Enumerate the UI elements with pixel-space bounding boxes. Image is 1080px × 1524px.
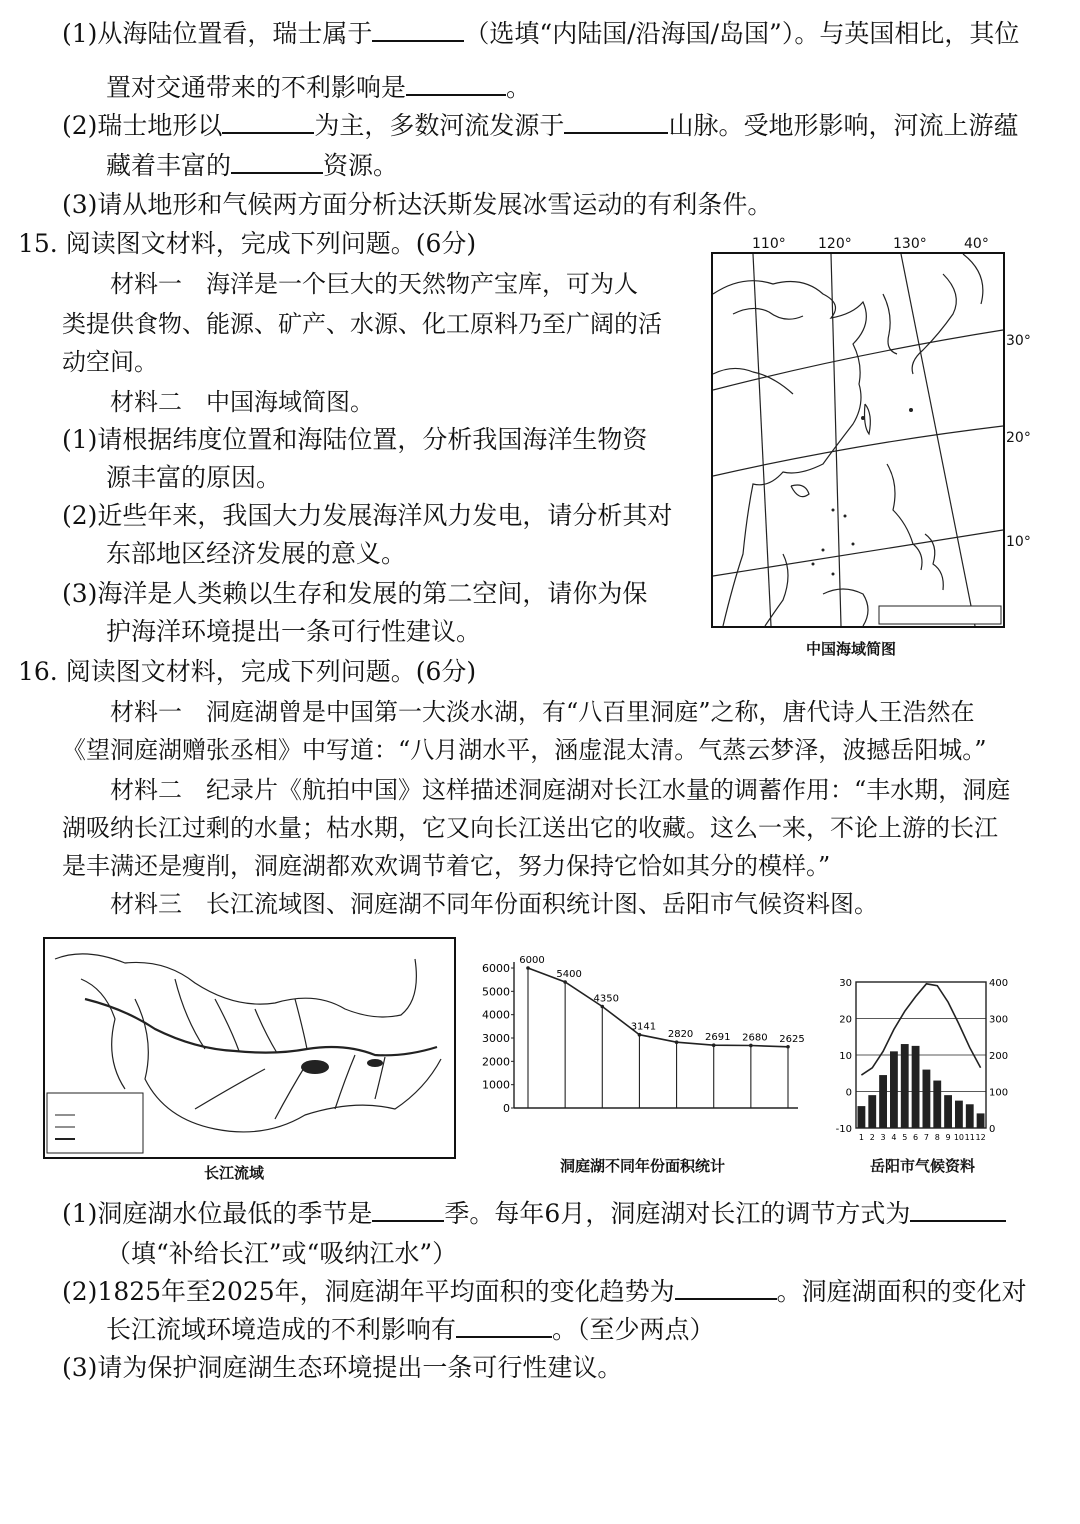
yueyang-climate-chart-svg bbox=[826, 958, 1016, 1148]
data-label: 2691 bbox=[704, 1032, 731, 1044]
precip-bar bbox=[923, 1070, 931, 1128]
right-tick-label: 0 bbox=[989, 1124, 996, 1135]
q15-material1-line3: 动空间。 bbox=[62, 348, 158, 376]
month-label: 2 bbox=[869, 1133, 875, 1142]
data-label: 4350 bbox=[593, 993, 620, 1005]
q16-part1-line1: (1)洞庭湖水位最低的季节是 季。每年6月，洞庭湖对长江的调节方式为 bbox=[62, 1196, 1006, 1232]
yangtze-basin-drawing bbox=[45, 939, 454, 1157]
answer-blank[interactable] bbox=[564, 110, 668, 134]
data-point bbox=[600, 1005, 604, 1009]
answer-blank[interactable] bbox=[406, 72, 506, 96]
y-tick-label: 0 bbox=[503, 1102, 510, 1115]
dongting-area-chart-svg bbox=[470, 938, 810, 1148]
q15-material1-line2: 类提供食物、能源、矿产、水源、化工原料乃至广阔的活 bbox=[62, 310, 662, 338]
map-latitude-label: 20° bbox=[1006, 430, 1031, 446]
month-label: 9 bbox=[945, 1133, 951, 1142]
month-label: 6 bbox=[913, 1133, 919, 1142]
y-tick-label: 5000 bbox=[482, 985, 510, 999]
china-sea-map bbox=[711, 252, 1005, 628]
precip-bar bbox=[977, 1113, 985, 1128]
precip-bar bbox=[868, 1095, 876, 1128]
yangtze-basin-caption: 长江流域 bbox=[204, 1164, 265, 1182]
right-tick-label: 400 bbox=[989, 978, 1009, 989]
data-point bbox=[563, 980, 567, 984]
answer-blank[interactable] bbox=[456, 1314, 552, 1338]
y-tick-label: 2000 bbox=[482, 1055, 510, 1069]
q16-heading: 16. 阅读图文材料，完成下列问题。(6分) bbox=[18, 657, 477, 686]
data-label: 3141 bbox=[630, 1021, 657, 1033]
month-label: 10 bbox=[953, 1133, 965, 1142]
data-label: 2820 bbox=[667, 1029, 694, 1041]
china-sea-map-drawing bbox=[713, 254, 1003, 626]
q16-material2-line1: 材料二 纪录片《航拍中国》这样描述洞庭湖对长江水量的调蓄作用：“丰水期，洞庭 bbox=[110, 776, 1011, 804]
q16-material1-line2: 《望洞庭湖赠张丞相》中写道：“八月湖水平，涵虚混太清。气蒸云梦泽，波撼岳阳城。” bbox=[62, 736, 987, 764]
month-label: 11 bbox=[964, 1133, 975, 1142]
precip-bar bbox=[879, 1075, 887, 1128]
precip-bar bbox=[944, 1095, 952, 1128]
q14-part1-line1: (1)从海陆位置看，瑞士属于 （选填“内陆国/沿海国/岛国”）。与英国相比，其位 bbox=[62, 19, 1020, 48]
data-label: 5400 bbox=[556, 969, 582, 980]
q16-part2-line1: (2)1825年至2025年，洞庭湖年平均面积的变化趋势为 。洞庭湖面积的变化对 bbox=[62, 1277, 1027, 1306]
month-label: 7 bbox=[923, 1133, 929, 1142]
yangtze-basin-map bbox=[43, 937, 456, 1159]
q15-material2: 材料二 中国海域简图。 bbox=[110, 388, 374, 416]
q14-part3: (3)请从地形和气候两方面分析达沃斯发展冰雪运动的有利条件。 bbox=[62, 190, 773, 219]
map-longitude-label: 110° bbox=[752, 236, 786, 252]
precip-bar bbox=[955, 1101, 963, 1128]
map-latitude-label: 10° bbox=[1006, 534, 1031, 550]
precip-bar bbox=[890, 1051, 898, 1128]
right-tick-label: 100 bbox=[989, 1087, 1009, 1099]
y-tick-label: 1000 bbox=[482, 1078, 510, 1092]
q15-material1-line1: 材料一 海洋是一个巨大的天然物产宝库，可为人 bbox=[110, 270, 638, 298]
q16-material1-line1: 材料一 洞庭湖曾是中国第一大淡水湖，有“八百里洞庭”之称，唐代诗人王浩然在 bbox=[110, 698, 975, 726]
map-latitude-label: 30° bbox=[1006, 333, 1031, 349]
data-point bbox=[638, 1033, 642, 1037]
q14-part2-line2: 藏着丰富的 资源。 bbox=[106, 151, 399, 180]
data-point bbox=[712, 1043, 716, 1047]
data-point bbox=[526, 966, 530, 970]
q16-material2-line2: 湖吸纳长江过剩的水量；枯水期，它又向长江送出它的收藏。这么一来，不论上游的长江 bbox=[62, 814, 998, 842]
data-point bbox=[786, 1045, 790, 1049]
q16-material3: 材料三 长江流域图、洞庭湖不同年份面积统计图、岳阳市气候资料图。 bbox=[110, 890, 878, 918]
dongting-area-chart bbox=[470, 938, 810, 1148]
temperature-curve bbox=[861, 984, 980, 1075]
q15-part2-line2: 东部地区经济发展的意义。 bbox=[106, 539, 407, 568]
china-sea-map-caption: 中国海域简图 bbox=[806, 640, 897, 658]
month-label: 8 bbox=[934, 1133, 940, 1142]
answer-blank[interactable] bbox=[675, 1276, 777, 1300]
y-tick-label: 4000 bbox=[482, 1008, 510, 1022]
data-point bbox=[749, 1044, 753, 1048]
data-label: 2625 bbox=[779, 1033, 805, 1045]
precip-bar bbox=[933, 1081, 941, 1128]
q15-part3-line1: (3)海洋是人类赖以生存和发展的第二空间，请你为保 bbox=[62, 579, 648, 608]
month-label: 3 bbox=[880, 1133, 886, 1142]
q16-part3: (3)请为保护洞庭湖生态环境提出一条可行性建议。 bbox=[62, 1353, 623, 1382]
q15-part2-line1: (2)近些年来，我国大力发展海洋风力发电，请分析其对 bbox=[62, 501, 673, 530]
data-label: 2680 bbox=[742, 1032, 768, 1044]
left-tick-label: 20 bbox=[839, 1014, 852, 1026]
q14-part1-line2: 置对交通带来的不利影响是 。 bbox=[106, 73, 532, 102]
precip-bar bbox=[858, 1106, 866, 1128]
precip-bar bbox=[966, 1104, 974, 1128]
precip-bar bbox=[901, 1044, 909, 1128]
left-tick-label: 0 bbox=[845, 1087, 852, 1099]
q15-heading: 15. 阅读图文材料，完成下列问题。(6分) bbox=[18, 229, 477, 258]
q14-part2-line1: (2)瑞士地形以 为主，多数河流发源于 山脉。受地形影响，河流上游蕴 bbox=[62, 111, 1019, 140]
answer-blank[interactable] bbox=[910, 1198, 1006, 1222]
data-label: 6000 bbox=[519, 955, 545, 966]
yueyang-climate-caption: 岳阳市气候资料 bbox=[870, 1157, 976, 1175]
answer-blank[interactable] bbox=[372, 1198, 444, 1222]
answer-blank[interactable] bbox=[372, 18, 464, 42]
map-longitude-label: 120° bbox=[818, 236, 852, 252]
month-label: 1 bbox=[858, 1133, 864, 1142]
q16-part2-line2: 长江流域环境造成的不利影响有 。（至少两点） bbox=[106, 1315, 715, 1344]
answer-blank[interactable] bbox=[222, 110, 314, 134]
answer-blank[interactable] bbox=[231, 150, 323, 174]
right-tick-label: 200 bbox=[989, 1051, 1009, 1062]
yueyang-climate-chart bbox=[826, 958, 1016, 1148]
month-label: 12 bbox=[975, 1133, 986, 1142]
map-longitude-label: 130° bbox=[893, 236, 927, 252]
precip-bar bbox=[912, 1046, 920, 1128]
left-tick-label: 30 bbox=[839, 978, 852, 989]
dongting-area-caption: 洞庭湖不同年份面积统计 bbox=[560, 1157, 726, 1175]
right-tick-label: 300 bbox=[989, 1014, 1009, 1026]
q15-part1-line2: 源丰富的原因。 bbox=[106, 463, 282, 492]
map-longitude-label: 40° bbox=[964, 236, 989, 252]
data-point bbox=[675, 1040, 679, 1044]
month-label: 4 bbox=[891, 1133, 897, 1142]
q16-material2-line3: 是丰满还是瘦削，洞庭湖都欢欢调节着它，努力保持它恰如其分的模样。” bbox=[62, 852, 831, 880]
q15-part1-line1: (1)请根据纬度位置和海陆位置，分析我国海洋生物资 bbox=[62, 425, 648, 454]
q15-part3-line2: 护海洋环境提出一条可行性建议。 bbox=[106, 617, 482, 646]
left-tick-label: 10 bbox=[839, 1051, 852, 1062]
month-label: 5 bbox=[902, 1133, 908, 1142]
y-tick-label: 3000 bbox=[482, 1032, 510, 1045]
y-tick-label: 6000 bbox=[482, 962, 510, 975]
left-tick-label: -10 bbox=[835, 1124, 852, 1135]
q16-part1-line2: （填“补给长江”或“吸纳江水”） bbox=[106, 1239, 458, 1268]
